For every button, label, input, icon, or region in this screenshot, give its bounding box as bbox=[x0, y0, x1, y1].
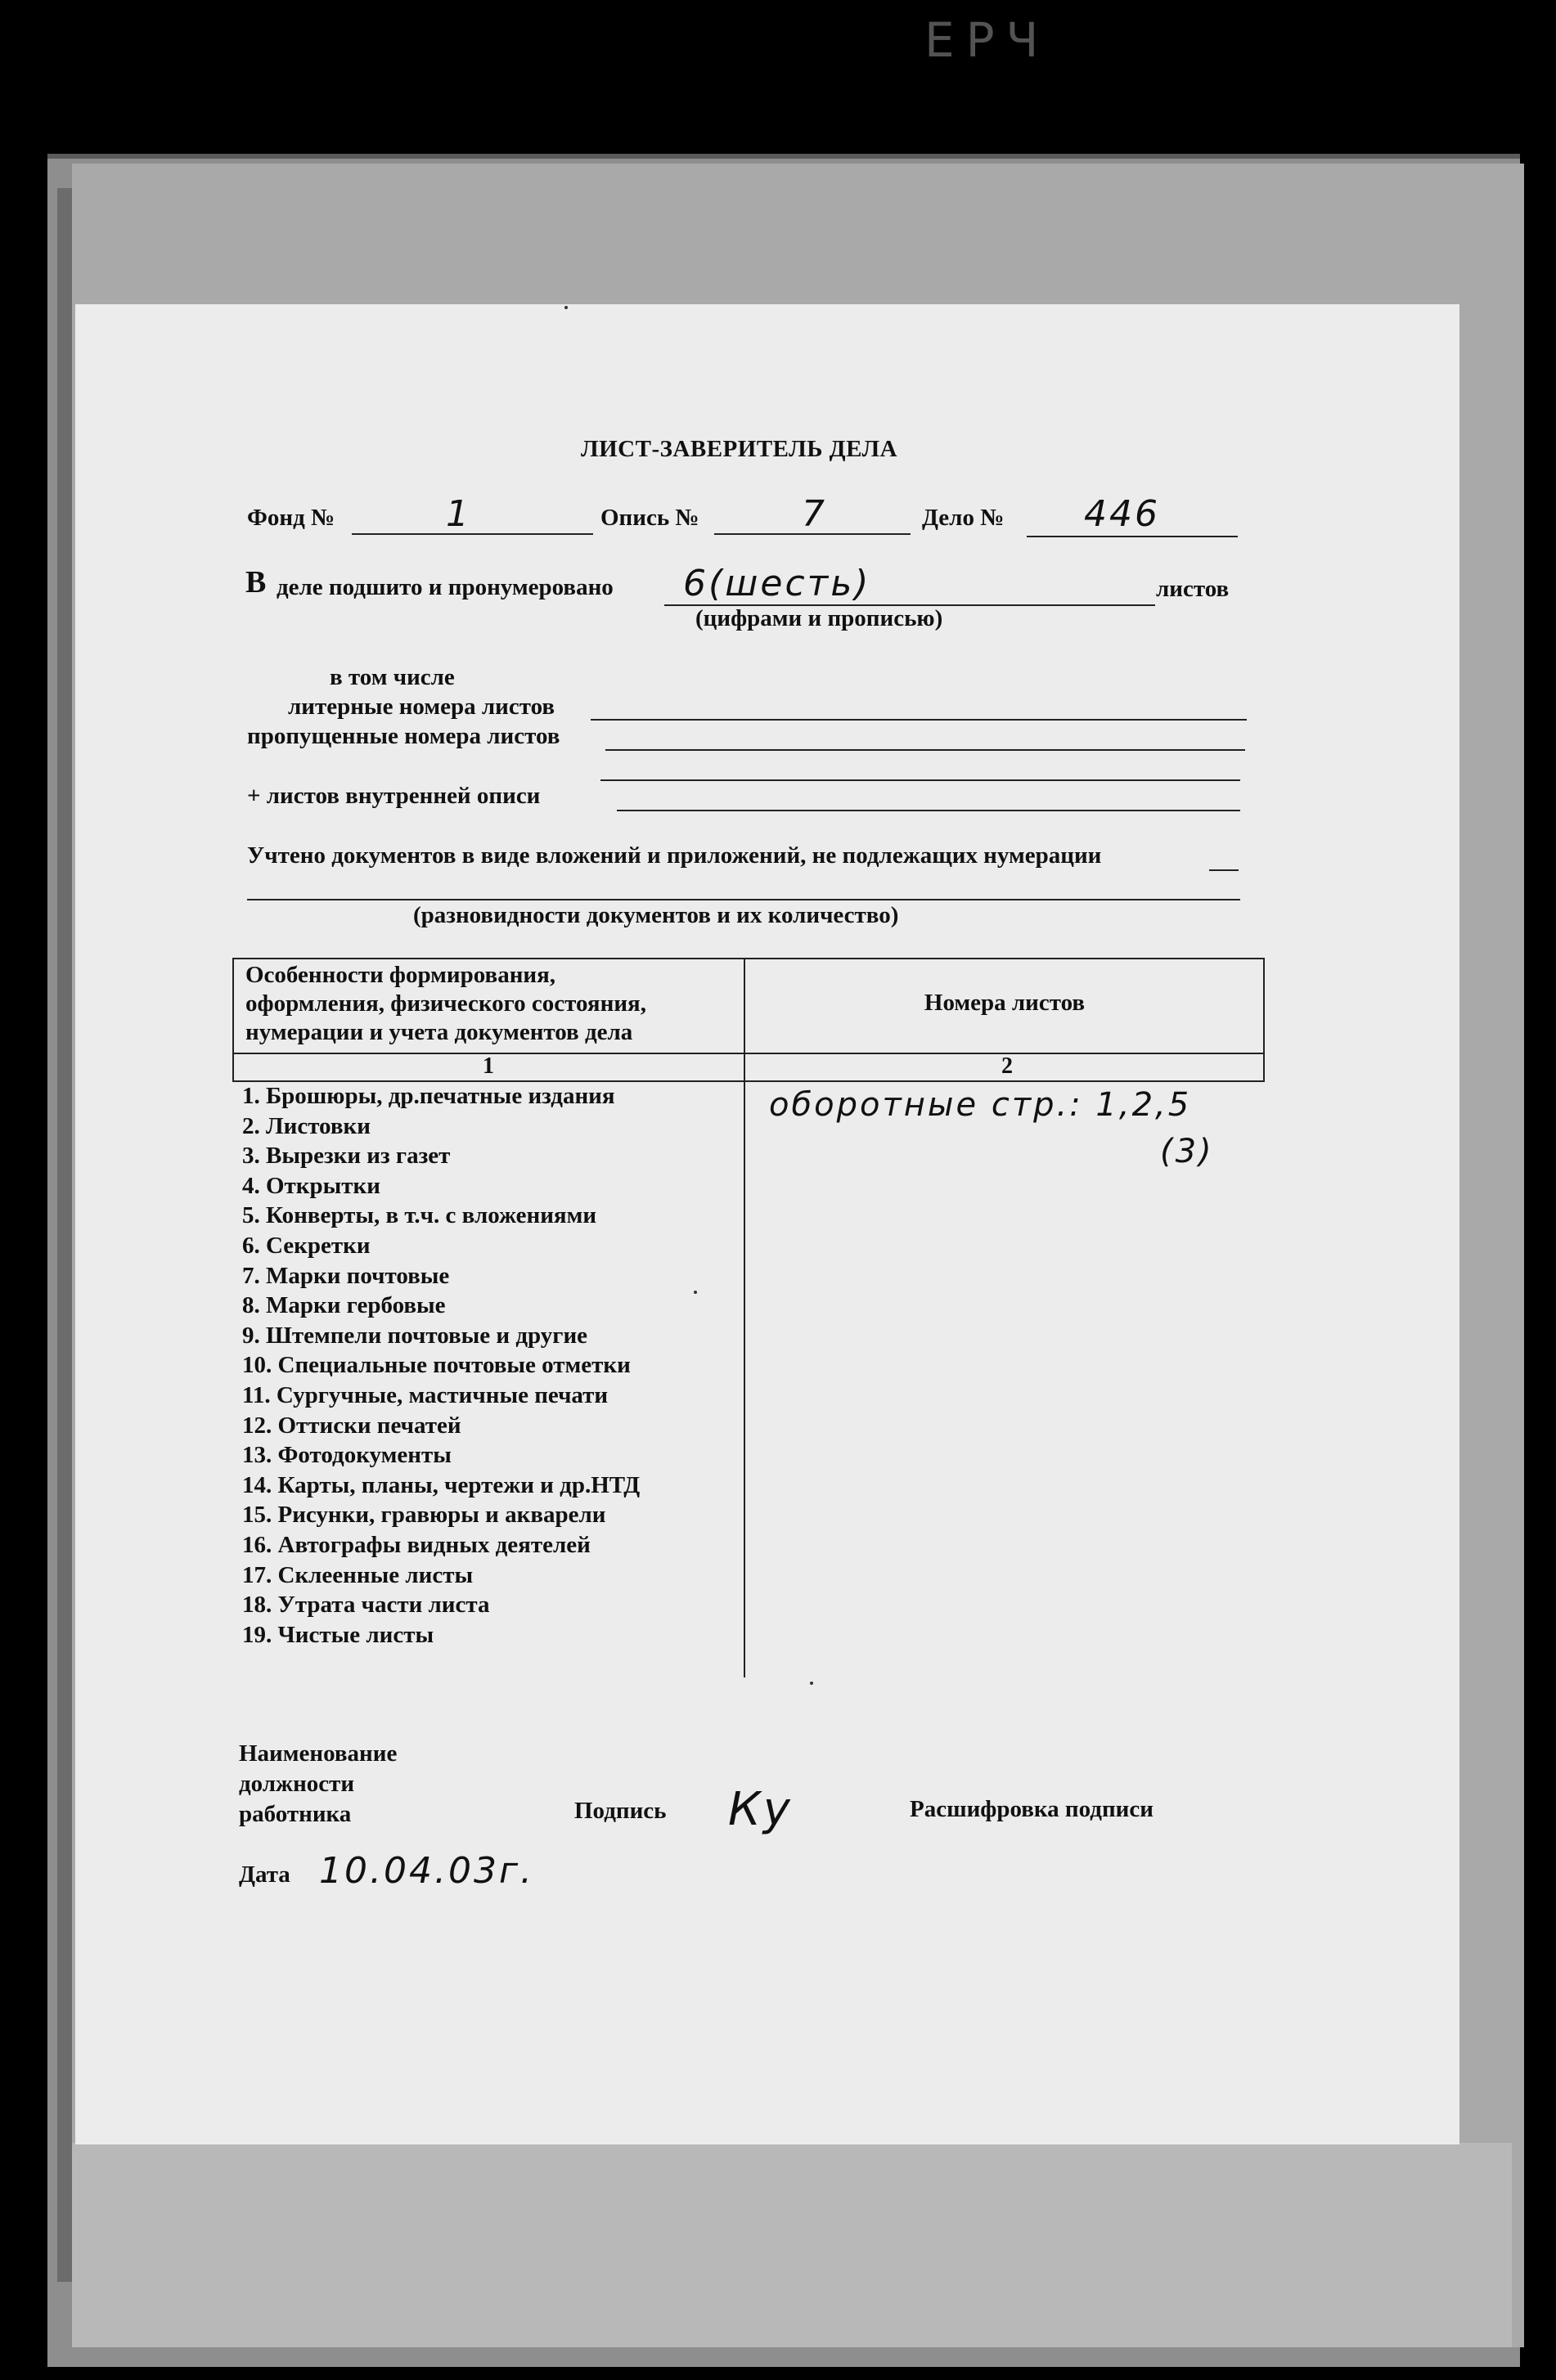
sewn-suffix: листов bbox=[1156, 576, 1230, 602]
decode-label: Расшифровка подписи bbox=[910, 1796, 1154, 1822]
internal-inventory-line bbox=[617, 810, 1240, 811]
attachments-text: Учтено документов в виде вложений и приложений, не подлежащих нумерации bbox=[247, 842, 1102, 869]
handwritten-note: оборотные стр.: 1,2,5 bbox=[769, 1086, 1192, 1124]
opis-value: 7 bbox=[802, 493, 827, 535]
list-item: 16. Автографы видных деятелей bbox=[242, 1531, 591, 1558]
features-list bbox=[242, 1081, 640, 1650]
list-item: 13. Фотодокументы bbox=[242, 1442, 452, 1469]
sewn-prefix: В bbox=[245, 565, 267, 599]
list-item: 15. Рисунки, гравюры и акварели bbox=[242, 1502, 606, 1529]
list-item: 10. Специальные почтовые отметки bbox=[242, 1352, 631, 1379]
date-label: Дата bbox=[239, 1861, 290, 1888]
features-table-numbers-row bbox=[232, 1053, 1265, 1082]
list-item: 12. Оттиски печатей bbox=[242, 1412, 461, 1439]
signature-mark: Ку bbox=[728, 1783, 793, 1836]
list-item: 5. Конверты, в т.ч. с вложениями bbox=[242, 1202, 597, 1229]
sign-label: Подпись bbox=[574, 1798, 667, 1824]
position-label-line: работника bbox=[239, 1801, 352, 1827]
list-item: 3. Вырезки из газет bbox=[242, 1143, 451, 1170]
fond-underline bbox=[352, 533, 593, 535]
list-item: 1. Брошюры, др.печатные издания bbox=[242, 1083, 615, 1109]
sewn-label: деле подшито и пронумеровано bbox=[277, 574, 614, 600]
folder-bottom bbox=[72, 2143, 1512, 2347]
list-item: 8. Марки гербовые bbox=[242, 1292, 446, 1319]
delo-underline bbox=[1027, 536, 1238, 537]
col1-number: 1 bbox=[483, 1053, 494, 1079]
fond-label: Фонд № bbox=[247, 505, 335, 531]
list-item: 2. Листовки bbox=[242, 1112, 371, 1139]
list-item: 18. Утрата части листа bbox=[242, 1592, 490, 1619]
including-label: в том числе bbox=[330, 664, 455, 690]
col1-header-line: нумерации и учета документов дела bbox=[245, 1019, 633, 1045]
list-item: 14. Карты, планы, чертежи и др.НТД bbox=[242, 1471, 641, 1498]
list-item: 19. Чистые листы bbox=[242, 1621, 434, 1648]
extra-line bbox=[600, 779, 1240, 781]
position-label-line: Наименование bbox=[239, 1740, 398, 1767]
missing-numbers-line bbox=[605, 749, 1245, 751]
features-table-divider bbox=[744, 958, 745, 1677]
position-label bbox=[239, 1739, 397, 1830]
delo-value: 446 bbox=[1084, 493, 1160, 535]
document-title: ЛИСТ-ЗАВЕРИТЕЛЬ ДЕЛА bbox=[581, 436, 898, 462]
fond-value: 1 bbox=[446, 493, 471, 535]
col1-header-line: оформления, физического состояния, bbox=[245, 990, 646, 1017]
sewn-value: 6(шесть) bbox=[683, 563, 871, 604]
attachments-line bbox=[247, 899, 1240, 900]
speck bbox=[564, 306, 568, 309]
list-item: 7. Марки почтовые bbox=[242, 1262, 450, 1289]
date-value: 10.04.03г. bbox=[319, 1850, 535, 1892]
sewn-hint: (цифрами и прописью) bbox=[695, 605, 943, 631]
list-item: 11. Сургучные, мастичные печати bbox=[242, 1381, 609, 1408]
literal-numbers-line bbox=[591, 719, 1247, 721]
col1-header-line: Особенности формирования, bbox=[245, 962, 556, 988]
speck bbox=[810, 1682, 813, 1685]
list-item: 9. Штемпели почтовые и другие bbox=[242, 1322, 588, 1349]
col1-header bbox=[245, 961, 736, 1047]
handwritten-count: (3) bbox=[1160, 1133, 1214, 1170]
list-item: 4. Открытки bbox=[242, 1172, 380, 1199]
opis-label: Опись № bbox=[600, 505, 699, 531]
missing-numbers-label: пропущенные номера листов bbox=[247, 723, 560, 749]
position-label-line: должности bbox=[239, 1771, 355, 1797]
attachments-line-end bbox=[1209, 869, 1239, 871]
speck bbox=[694, 1291, 697, 1294]
attachments-hint: (разновидности документов и их количество) bbox=[413, 902, 899, 928]
col2-header: Номера листов bbox=[924, 990, 1086, 1016]
archive-stamp: ЕРЧ bbox=[924, 12, 1050, 68]
col2-number: 2 bbox=[1001, 1053, 1013, 1079]
internal-inventory-label: + листов внутренней описи bbox=[247, 783, 541, 809]
literal-numbers-label: литерные номера листов bbox=[288, 694, 555, 720]
list-item: 17. Склеенные листы bbox=[242, 1561, 474, 1588]
delo-label: Дело № bbox=[922, 505, 1005, 531]
list-item: 6. Секретки bbox=[242, 1232, 371, 1259]
